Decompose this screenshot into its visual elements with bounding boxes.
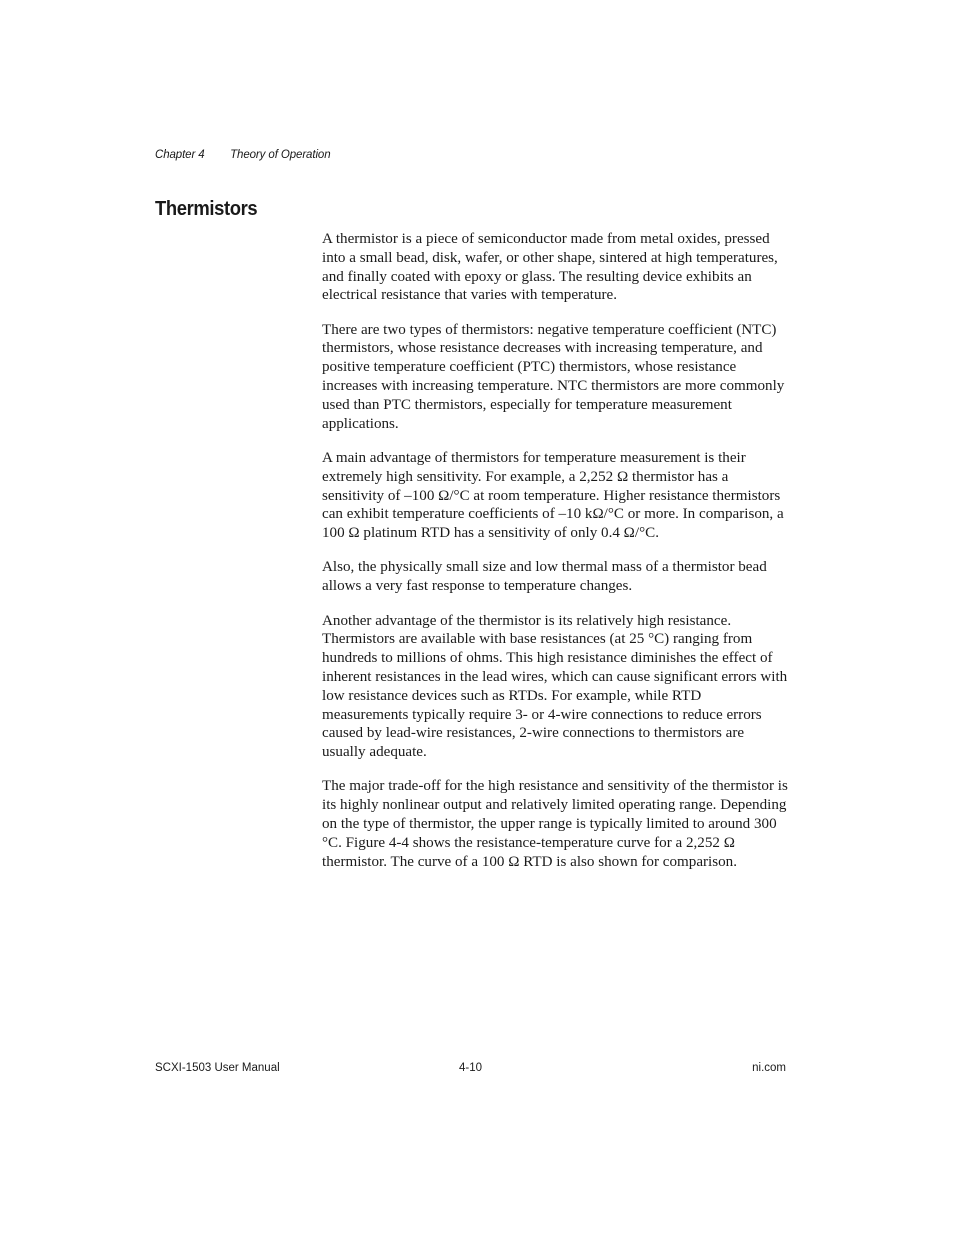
paragraph: A thermistor is a piece of semiconductor made from metal oxides, pressed into a small bead, disk, wafer, or other shape, sintered at high temperatures, and finally coated with epoxy or glass. The resulting device exhibits an electrical resistance that varies with temperature.	[322, 231, 778, 304]
footer-manual-name: SCXI-1503 User Manual	[155, 1062, 280, 1074]
body-text	[322, 230, 788, 887]
chapter-label: Chapter 4	[155, 149, 205, 161]
paragraph: There are two types of thermistors: negative temperature coefficient (NTC) thermistors, whose resistance decreases with increasing temperature, and positive temperature coefficient (PTC) thermistors, whose resistance increases with increasing temperature. NTC thermistors are more commonly used than PTC thermistors, especially for temperature measurement applications.	[322, 321, 785, 432]
section-heading: Thermistors	[155, 198, 258, 220]
running-header	[155, 149, 331, 161]
paragraph: Also, the physically small size and low thermal mass of a thermistor bead allows a very fast response to temperature changes.	[322, 559, 767, 595]
footer-page-number: 4-10	[459, 1062, 483, 1074]
paragraph: A main advantage of thermistors for temperature measurement is their extremely high sensitivity. For example, a 2,252 Ω thermistor has a sensitivity of –100 Ω/°C at room temperature. Higher resistance thermistors can exhibit temperature coefficients of –10 kΩ/°C or more. In comparison, a 100 Ω platinum RTD has a sensitivity of only 0.4 Ω/°C.	[322, 449, 784, 542]
footer-website: ni.com	[752, 1062, 786, 1074]
paragraph: The major trade-off for the high resistance and sensitivity of the thermistor is its highly nonlinear output and relatively limited operating range. Depending on the type of thermistor, the upper range is typically limited to around 300 °C. Figure 4-4 shows the resistance-temperature curve for a 2,252 Ω thermistor. The curve of a 100 Ω RTD is also shown for comparison.	[322, 778, 788, 870]
paragraph: Another advantage of the thermistor is its relatively high resistance. Thermistors are available with base resistances (at 25 °C) ranging from hundreds to millions of ohms. This high resistance diminishes the effect of inherent resistances in the lead wires, which can cause significant errors with low resistance devices such as RTDs. For example, while RTD measurements typically require 3- or 4-wire connections to reduce errors caused by lead-wire resistances, 2-wire connections to thermistors are usually adequate.	[322, 612, 788, 761]
chapter-title: Theory of Operation	[230, 149, 331, 161]
